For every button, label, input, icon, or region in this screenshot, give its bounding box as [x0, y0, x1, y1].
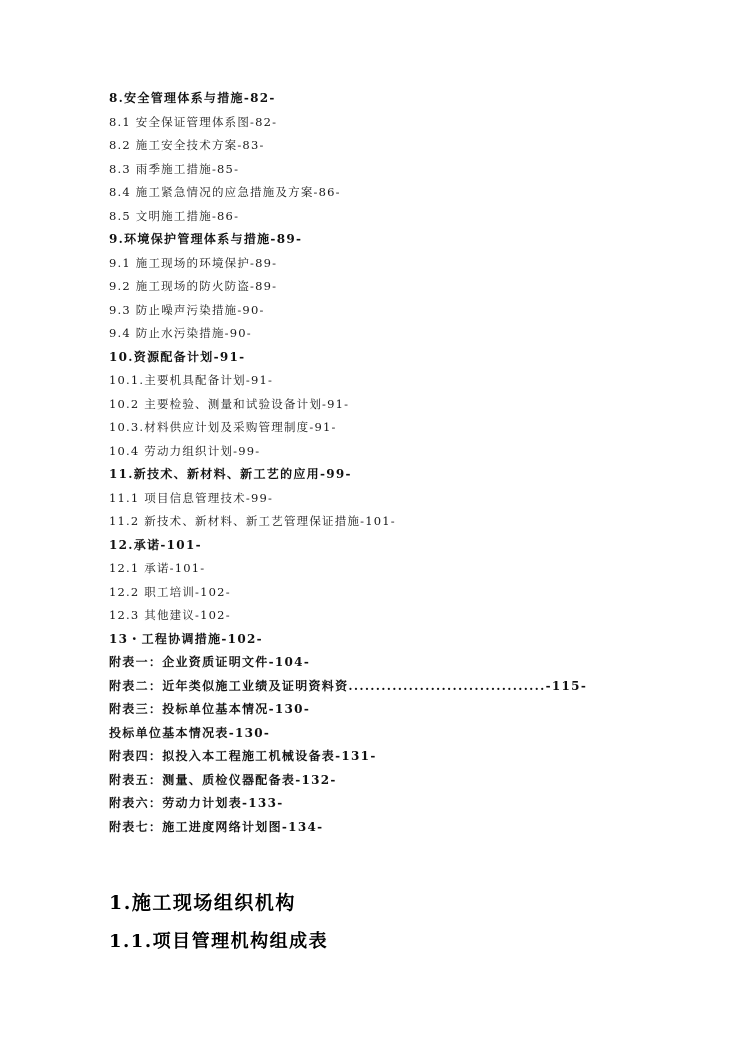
toc-entry-section[interactable]: 10.2 主要检验、测量和试验设备计划-91-	[109, 396, 350, 411]
toc-entry-section[interactable]: 8.4 施工紧急情况的应急措施及方案-86-	[109, 185, 341, 199]
toc-entry-section[interactable]: 8.2 施工安全技术方案-83-	[109, 138, 265, 152]
toc-entry-section[interactable]: 9.1 施工现场的环境保护-89-	[109, 255, 278, 270]
toc-entry-section[interactable]: 10.3.材料供应计划及采购管理制度-91-	[109, 420, 337, 434]
toc-entry-chapter[interactable]: 附表六：劳动力计划表-133-	[109, 796, 284, 810]
toc-entry-section[interactable]: 8.1 安全保证管理体系图-82-	[109, 114, 278, 129]
toc-entry-chapter[interactable]: 8.安全管理体系与措施-82-	[109, 91, 276, 105]
toc-entry-chapter[interactable]: 9.环境保护管理体系与措施-89-	[109, 232, 303, 246]
toc-entry-chapter[interactable]: 投标单位基本情况表-130-	[109, 725, 271, 740]
toc-entry-chapter[interactable]: 附表三：投标单位基本情况-130-	[109, 702, 311, 716]
toc-entry-section[interactable]: 9.4 防止水污染措施-90-	[109, 326, 252, 340]
toc-entry-section[interactable]: 8.3 雨季施工措施-85-	[109, 161, 240, 176]
toc-entry-chapter[interactable]: 附表四：拟投入本工程施工机械设备表-131-	[109, 749, 377, 763]
toc-entry-section[interactable]: 12.2 职工培训-102-	[109, 584, 231, 599]
toc-entry-chapter[interactable]: 13・工程协调措施-102-	[109, 631, 263, 646]
table-of-contents	[109, 87, 709, 839]
toc-entry-section[interactable]: 11.1 项目信息管理技术-99-	[109, 490, 274, 505]
toc-entry-chapter[interactable]: 12.承诺-101-	[109, 537, 202, 552]
toc-entry-chapter[interactable]: 附表五：测量、质检仪器配备表-132-	[109, 772, 337, 787]
toc-entry-section[interactable]: 10.1.主要机具配备计划-91-	[109, 373, 274, 387]
toc-entry-section[interactable]: 9.3 防止噪声污染措施-90-	[109, 302, 265, 317]
section-heading: 1.施工现场组织机构	[109, 892, 296, 914]
toc-entry-section[interactable]: 12.3 其他建议-102-	[109, 608, 231, 622]
subsection-heading: 1.1.项目管理机构组成表	[109, 931, 329, 952]
toc-entry-section[interactable]: 11.2 新技术、新材料、新工艺管理保证措施-101-	[109, 514, 396, 528]
toc-entry-chapter[interactable]: 附表一：企业资质证明文件-104-	[109, 655, 311, 669]
toc-entry-section[interactable]: 10.4 劳动力组织计划-99-	[109, 443, 261, 458]
toc-entry-section[interactable]: 9.2 施工现场的防火防盗-89-	[109, 279, 278, 293]
toc-entry-chapter[interactable]: 11.新技术、新材料、新工艺的应用-99-	[109, 467, 352, 481]
toc-entry-section[interactable]: 12.1 承诺-101-	[109, 561, 206, 575]
toc-entry-chapter[interactable]: 10.资源配备计划-91-	[109, 349, 246, 364]
toc-entry-section[interactable]: 8.5 文明施工措施-86-	[109, 208, 240, 223]
toc-entry-chapter[interactable]: 附表七：施工进度网络计划图-134-	[109, 819, 324, 834]
toc-entry-chapter[interactable]: 附表二：近年类似施工业绩及证明资料资....................................-115-	[109, 678, 588, 693]
